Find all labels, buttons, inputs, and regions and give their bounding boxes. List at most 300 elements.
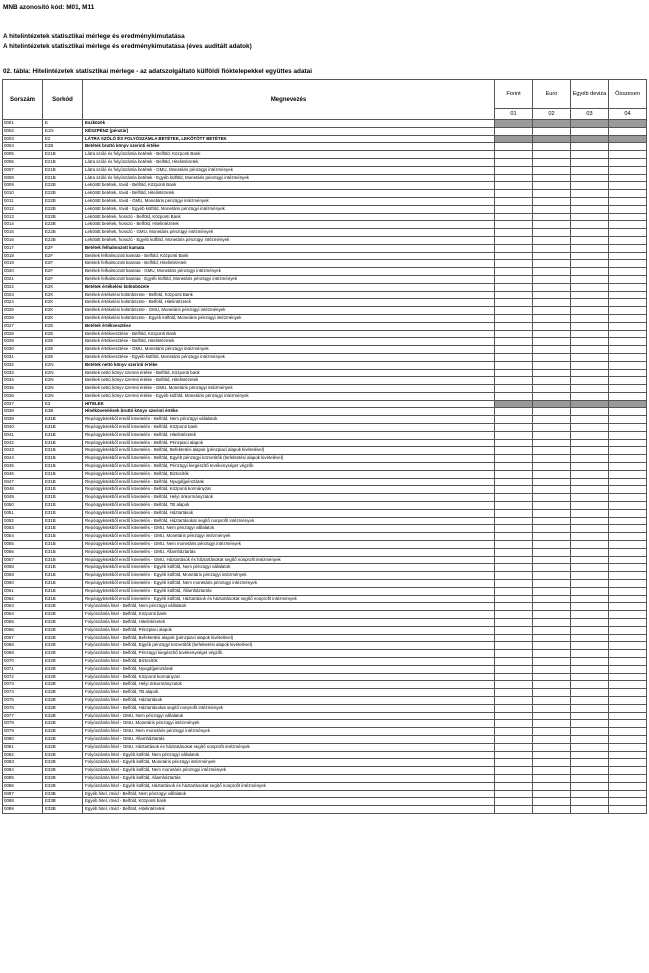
row-sorszam: 0012: [3, 205, 43, 213]
row-megnevezes: Repóügyletekből eredő követelés - Belföld, Biztosítók: [83, 470, 495, 478]
row-megnevezes: Betétek értékelési különbözete - Belföld, Központi Bank: [83, 291, 495, 299]
table-row: [3, 260, 647, 268]
report-title: A hitelintézetek statisztikai mérlege és eredménykimutatása: [3, 33, 185, 40]
row-sorszam: 0002: [3, 127, 43, 135]
cell-forint: [495, 634, 533, 642]
cell-forint: [495, 283, 533, 291]
table-row: [3, 408, 647, 416]
table-row: [3, 626, 647, 634]
cell-osszesen: [609, 564, 647, 572]
balance-sheet-table: [2, 79, 647, 814]
cell-forint: [495, 720, 533, 728]
row-sorkod: E33B: [43, 790, 83, 798]
cell-osszesen: [609, 619, 647, 627]
cell-euro: [533, 626, 571, 634]
cell-egyeb-deviza: [571, 447, 609, 455]
cell-egyeb-deviza: [571, 798, 609, 806]
cell-osszesen: [609, 400, 647, 408]
cell-forint: [495, 361, 533, 369]
cell-osszesen: [609, 735, 647, 743]
row-sorkod: E32B: [43, 665, 83, 673]
row-sorszam: 0077: [3, 712, 43, 720]
table-row: [3, 517, 647, 525]
row-megnevezes: Repóügyletekből eredő követelés - Belföld, Nyugdíjpénztárak: [83, 478, 495, 486]
cell-forint: [495, 743, 533, 751]
cell-forint: [495, 502, 533, 510]
cell-osszesen: [609, 470, 647, 478]
cell-osszesen: [609, 689, 647, 697]
row-megnevezes: Betétek értékvesztése - GMU, Monetáris pénzügyi intézmények: [83, 346, 495, 354]
cell-euro: [533, 798, 571, 806]
row-megnevezes: Egyéb hitel, rövid - Belföld, Nem pénzügyi vállalatok: [83, 790, 495, 798]
cell-euro: [533, 790, 571, 798]
row-megnevezes: LÁTRA SZÓLÓ ÉS FOLYÓSZÁMLA BETÉTEK, LEKÖTÖTT BETÉTEK: [83, 135, 495, 143]
table-row: [3, 221, 647, 229]
row-megnevezes: Lekötött betétek, rövid - Belföld, Központi Bank: [83, 182, 495, 190]
row-sorkod: E32B: [43, 634, 83, 642]
table-row: [3, 205, 647, 213]
row-sorszam: 0039: [3, 416, 43, 424]
row-sorszam: 0034: [3, 377, 43, 385]
row-sorkod: E22B: [43, 190, 83, 198]
row-sorszam: 0086: [3, 782, 43, 790]
row-megnevezes: Repóügyletekből eredő követelés - Egyéb külföld, Nem pénzügyi vállalatok: [83, 564, 495, 572]
row-megnevezes: Betétek értékvesztése - Belföld, Hitelintézetek: [83, 338, 495, 346]
cell-euro: [533, 782, 571, 790]
row-megnevezes: Repóügyletekből eredő követelés - Egyéb külföld, Monetáris pénzügyi intézmények: [83, 572, 495, 580]
row-megnevezes: Folyószámla hitel - GMU, Államháztartás: [83, 735, 495, 743]
row-sorkod: E32B: [43, 611, 83, 619]
table-row: [3, 307, 647, 315]
row-sorszam: 0015: [3, 229, 43, 237]
cell-egyeb-deviza: [571, 314, 609, 322]
col-code-02: 02: [533, 109, 571, 120]
row-sorkod: E3B: [43, 408, 83, 416]
row-sorkod: E2N: [43, 385, 83, 393]
cell-euro: [533, 190, 571, 198]
cell-egyeb-deviza: [571, 268, 609, 276]
cell-euro: [533, 603, 571, 611]
cell-euro: [533, 416, 571, 424]
row-megnevezes: Lekötött betétek, hosszú - GMU, Monetáris pénzügyi intézmények: [83, 229, 495, 237]
table-row: [3, 798, 647, 806]
cell-egyeb-deviza: [571, 416, 609, 424]
cell-egyeb-deviza: [571, 408, 609, 416]
cell-egyeb-deviza: [571, 782, 609, 790]
row-sorkod: E2F: [43, 244, 83, 252]
cell-forint: [495, 205, 533, 213]
cell-egyeb-deviza: [571, 634, 609, 642]
row-sorszam: 0008: [3, 174, 43, 182]
table-row: [3, 182, 647, 190]
table-row: [3, 657, 647, 665]
row-sorkod: E31B: [43, 564, 83, 572]
row-sorkod: E31B: [43, 572, 83, 580]
cell-forint: [495, 291, 533, 299]
cell-egyeb-deviza: [571, 182, 609, 190]
row-sorkod: E2N: [43, 377, 83, 385]
table-row: [3, 720, 647, 728]
row-sorkod: E22B: [43, 205, 83, 213]
cell-forint: [495, 322, 533, 330]
row-megnevezes: Folyószámla hitel - Egyéb külföld, Monetáris pénzügyi intézmények: [83, 759, 495, 767]
cell-forint: [495, 657, 533, 665]
cell-osszesen: [609, 174, 647, 182]
row-sorszam: 0011: [3, 197, 43, 205]
row-sorszam: 0085: [3, 774, 43, 782]
row-megnevezes: Betétek felhalmozott kamata - Egyéb külföld, Monetáris pénzügyi intézmények: [83, 275, 495, 283]
cell-euro: [533, 182, 571, 190]
row-sorszam: 0001: [3, 120, 43, 128]
cell-forint: [495, 268, 533, 276]
cell-euro: [533, 743, 571, 751]
cell-osszesen: [609, 143, 647, 151]
cell-forint: [495, 416, 533, 424]
row-sorszam: 0081: [3, 743, 43, 751]
cell-forint: [495, 681, 533, 689]
row-sorszam: 0044: [3, 455, 43, 463]
cell-forint: [495, 673, 533, 681]
row-megnevezes: Betétek értékelési különbözete - GMU, Monetáris pénzügyi intézmények: [83, 307, 495, 315]
cell-egyeb-deviza: [571, 720, 609, 728]
table-row: [3, 751, 647, 759]
cell-osszesen: [609, 728, 647, 736]
cell-forint: [495, 509, 533, 517]
table-row: [3, 681, 647, 689]
row-megnevezes: Lekötött betétek, rövid - Belföld, Hitelintézetek: [83, 190, 495, 198]
table-row: [3, 595, 647, 603]
cell-egyeb-deviza: [571, 650, 609, 658]
cell-euro: [533, 548, 571, 556]
cell-forint: [495, 689, 533, 697]
cell-egyeb-deviza: [571, 346, 609, 354]
row-sorkod: E3: [43, 400, 83, 408]
row-sorszam: 0045: [3, 463, 43, 471]
row-sorkod: E31B: [43, 502, 83, 510]
row-sorszam: 0009: [3, 182, 43, 190]
row-sorszam: 0046: [3, 470, 43, 478]
cell-osszesen: [609, 502, 647, 510]
row-sorkod: E32B: [43, 603, 83, 611]
cell-euro: [533, 283, 571, 291]
cell-euro: [533, 556, 571, 564]
cell-osszesen: [609, 759, 647, 767]
row-sorszam: 0054: [3, 533, 43, 541]
row-sorkod: E31B: [43, 517, 83, 525]
row-megnevezes: Repóügyletekből eredő követelés - GMU, Nem pénzügyi vállalatok: [83, 525, 495, 533]
row-megnevezes: Lekötött betétek, hosszú - Belföld, Központi Bank: [83, 213, 495, 221]
table-row: [3, 229, 647, 237]
cell-osszesen: [609, 182, 647, 190]
row-megnevezes: Lekötött betétek, rövid - Egyéb külföld, Monetáris pénzügyi intézmények: [83, 205, 495, 213]
cell-euro: [533, 735, 571, 743]
row-sorkod: E2N: [43, 361, 83, 369]
row-megnevezes: Repóügyletekből eredő követelés - GMU, Monetáris pénzügyi intézmények: [83, 533, 495, 541]
cell-egyeb-deviza: [571, 275, 609, 283]
row-sorkod: E2F: [43, 275, 83, 283]
cell-osszesen: [609, 151, 647, 159]
cell-forint: [495, 626, 533, 634]
cell-egyeb-deviza: [571, 463, 609, 471]
cell-osszesen: [609, 338, 647, 346]
cell-forint: [495, 143, 533, 151]
cell-euro: [533, 580, 571, 588]
row-sorszam: 0067: [3, 634, 43, 642]
row-sorszam: 0065: [3, 619, 43, 627]
table-row: [3, 463, 647, 471]
cell-forint: [495, 424, 533, 432]
cell-euro: [533, 642, 571, 650]
row-megnevezes: Betétek értékelési különbözete - Egyéb külföld, Monetáris pénzügyi intézmények: [83, 314, 495, 322]
cell-osszesen: [609, 283, 647, 291]
cell-euro: [533, 463, 571, 471]
cell-osszesen: [609, 798, 647, 806]
table-row: [3, 416, 647, 424]
row-sorkod: E: [43, 120, 83, 128]
cell-egyeb-deviza: [571, 619, 609, 627]
table-row: [3, 767, 647, 775]
cell-osszesen: [609, 572, 647, 580]
cell-forint: [495, 392, 533, 400]
table-row: [3, 572, 647, 580]
cell-forint: [495, 166, 533, 174]
table-row: [3, 548, 647, 556]
row-sorszam: 0050: [3, 502, 43, 510]
row-megnevezes: Repóügyletekből eredő követelés - Belföld, Nem pénzügyi vállalatok: [83, 416, 495, 424]
table-row: [3, 127, 647, 135]
table-row: [3, 486, 647, 494]
row-sorszam: 0032: [3, 361, 43, 369]
cell-osszesen: [609, 392, 647, 400]
cell-forint: [495, 580, 533, 588]
row-megnevezes: Folyószámla hitel - GMU, Nem monetáris pénzügyi intézmények: [83, 728, 495, 736]
row-sorkod: E2E: [43, 330, 83, 338]
cell-egyeb-deviza: [571, 728, 609, 736]
table-row: [3, 447, 647, 455]
cell-euro: [533, 158, 571, 166]
row-sorkod: E31B: [43, 470, 83, 478]
cell-osszesen: [609, 533, 647, 541]
cell-osszesen: [609, 673, 647, 681]
row-megnevezes: Folyószámla hitel - Egyéb külföld, Államháztartás: [83, 774, 495, 782]
cell-egyeb-deviza: [571, 712, 609, 720]
row-sorszam: 0026: [3, 314, 43, 322]
row-sorkod: E2E: [43, 353, 83, 361]
table-row: [3, 322, 647, 330]
row-sorszam: 0006: [3, 158, 43, 166]
cell-forint: [495, 439, 533, 447]
cell-forint: [495, 494, 533, 502]
cell-osszesen: [609, 720, 647, 728]
row-sorszam: 0041: [3, 431, 43, 439]
cell-euro: [533, 525, 571, 533]
table-row: [3, 353, 647, 361]
table-row: [3, 330, 647, 338]
row-megnevezes: Egyéb hitel, rövid - Belföld, Központi bank: [83, 798, 495, 806]
row-sorkod: E32B: [43, 728, 83, 736]
row-sorkod: E2E: [43, 346, 83, 354]
cell-osszesen: [609, 634, 647, 642]
cell-osszesen: [609, 657, 647, 665]
mnb-code: MNB azonosító kód: M01, M11: [3, 4, 95, 11]
row-sorszam: 0056: [3, 548, 43, 556]
cell-egyeb-deviza: [571, 330, 609, 338]
row-megnevezes: Folyószámla hitel - Belföld, Helyi önkormányzatok: [83, 681, 495, 689]
row-sorszam: 0029: [3, 338, 43, 346]
row-sorszam: 0048: [3, 486, 43, 494]
row-sorszam: 0059: [3, 572, 43, 580]
row-sorszam: 0055: [3, 541, 43, 549]
row-sorkod: E32B: [43, 751, 83, 759]
row-sorkod: E22B: [43, 182, 83, 190]
row-sorszam: 0037: [3, 400, 43, 408]
cell-osszesen: [609, 190, 647, 198]
cell-euro: [533, 353, 571, 361]
row-megnevezes: Betétek nettó könyv szerinti értéke - Egyéb külföld, Monetáris pénzügyi intézmények: [83, 392, 495, 400]
cell-egyeb-deviza: [571, 174, 609, 182]
cell-egyeb-deviza: [571, 517, 609, 525]
table-row: [3, 197, 647, 205]
table-row: [3, 346, 647, 354]
row-megnevezes: Betétek felhalmozott kamata - Belföld, Központi Bank: [83, 252, 495, 260]
cell-osszesen: [609, 681, 647, 689]
cell-egyeb-deviza: [571, 213, 609, 221]
cell-forint: [495, 541, 533, 549]
cell-euro: [533, 346, 571, 354]
table-row: [3, 455, 647, 463]
cell-egyeb-deviza: [571, 127, 609, 135]
row-megnevezes: Látra szóló és folyószámla betétek - Belföld, Hitelintézetek: [83, 158, 495, 166]
cell-forint: [495, 260, 533, 268]
cell-egyeb-deviza: [571, 229, 609, 237]
cell-osszesen: [609, 260, 647, 268]
cell-osszesen: [609, 696, 647, 704]
table-row: [3, 158, 647, 166]
cell-euro: [533, 712, 571, 720]
row-megnevezes: Repóügyletekből eredő követelés - Belföld, TB alapok: [83, 502, 495, 510]
row-sorkod: E31B: [43, 478, 83, 486]
cell-egyeb-deviza: [571, 494, 609, 502]
cell-euro: [533, 681, 571, 689]
table-row: [3, 424, 647, 432]
cell-egyeb-deviza: [571, 603, 609, 611]
cell-euro: [533, 322, 571, 330]
cell-osszesen: [609, 525, 647, 533]
row-megnevezes: Folyószámla hitel - Egyéb külföld, Háztartások és háztartásokat segítő nonprofit intézmények: [83, 782, 495, 790]
row-sorkod: E31B: [43, 424, 83, 432]
row-megnevezes: Repóügyletekből eredő követelés - Belföld, Háztartások: [83, 509, 495, 517]
cell-osszesen: [609, 541, 647, 549]
row-megnevezes: Betétek nettó könyv szerinti értéke - GMU, Monetáris pénzügyi intézmények: [83, 385, 495, 393]
cell-osszesen: [609, 197, 647, 205]
cell-forint: [495, 330, 533, 338]
cell-euro: [533, 673, 571, 681]
cell-forint: [495, 704, 533, 712]
row-megnevezes: Látra szóló és folyószámla betétek - GMU, Monetáris pénzügyi intézmények: [83, 166, 495, 174]
table-row: [3, 400, 647, 408]
cell-euro: [533, 533, 571, 541]
row-megnevezes: Folyószámla hitel - Belföld, Hitelintézetek: [83, 619, 495, 627]
cell-euro: [533, 774, 571, 782]
table-row: [3, 743, 647, 751]
row-sorkod: E2K: [43, 291, 83, 299]
cell-egyeb-deviza: [571, 564, 609, 572]
cell-forint: [495, 174, 533, 182]
cell-osszesen: [609, 408, 647, 416]
row-sorkod: E31B: [43, 447, 83, 455]
cell-egyeb-deviza: [571, 424, 609, 432]
cell-forint: [495, 182, 533, 190]
col-header-forint: Forint: [495, 80, 533, 109]
cell-egyeb-deviza: [571, 790, 609, 798]
row-sorszam: 0028: [3, 330, 43, 338]
cell-forint: [495, 314, 533, 322]
row-sorkod: E21B: [43, 151, 83, 159]
row-sorkod: E2: [43, 135, 83, 143]
cell-egyeb-deviza: [571, 657, 609, 665]
row-sorkod: E33B: [43, 806, 83, 814]
cell-forint: [495, 782, 533, 790]
cell-osszesen: [609, 455, 647, 463]
cell-egyeb-deviza: [571, 681, 609, 689]
cell-egyeb-deviza: [571, 221, 609, 229]
row-sorkod: E21B: [43, 174, 83, 182]
cell-euro: [533, 314, 571, 322]
row-megnevezes: Betétek nettó könyv szerinti értéke: [83, 361, 495, 369]
cell-osszesen: [609, 580, 647, 588]
row-sorkod: E32B: [43, 650, 83, 658]
row-sorszam: 0088: [3, 798, 43, 806]
cell-egyeb-deviza: [571, 509, 609, 517]
row-megnevezes: Folyószámla hitel - Belföld, Pénzpiaci alapok: [83, 626, 495, 634]
cell-euro: [533, 244, 571, 252]
row-sorszam: 0068: [3, 642, 43, 650]
row-sorszam: 0040: [3, 424, 43, 432]
table-row: [3, 478, 647, 486]
cell-osszesen: [609, 626, 647, 634]
cell-forint: [495, 587, 533, 595]
row-sorszam: 0010: [3, 190, 43, 198]
table-row: [3, 268, 647, 276]
row-megnevezes: Látra szóló és folyószámla betétek - Egyéb külföld, Monetáris pénzügyi intézmények: [83, 174, 495, 182]
cell-osszesen: [609, 416, 647, 424]
table-row: [3, 556, 647, 564]
row-megnevezes: Folyószámla hitel - Belföld, Központi kormányzat: [83, 673, 495, 681]
row-sorkod: E32B: [43, 712, 83, 720]
row-sorkod: E31B: [43, 486, 83, 494]
row-sorszam: 0030: [3, 346, 43, 354]
cell-egyeb-deviza: [571, 166, 609, 174]
row-megnevezes: Repóügyletekből eredő követelés - GMU, Nem monetáris pénzügyi intézmények: [83, 541, 495, 549]
row-sorkod: E31B: [43, 431, 83, 439]
cell-osszesen: [609, 330, 647, 338]
cell-egyeb-deviza: [571, 548, 609, 556]
row-sorszam: 0005: [3, 151, 43, 159]
table-row: [3, 611, 647, 619]
row-megnevezes: Betétek értékvesztése: [83, 322, 495, 330]
row-megnevezes: Folyószámla hitel - Egyéb külföld, Nem monetáris pénzügyi intézmények: [83, 767, 495, 775]
cell-forint: [495, 619, 533, 627]
cell-osszesen: [609, 447, 647, 455]
row-sorszam: 0019: [3, 260, 43, 268]
cell-osszesen: [609, 774, 647, 782]
cell-egyeb-deviza: [571, 673, 609, 681]
table-row: [3, 213, 647, 221]
row-megnevezes: Repóügyletekből eredő követelés - Belföld, Egyéb pénzügyi közvetítők (befektetési alapok kivételével): [83, 455, 495, 463]
table-row: [3, 533, 647, 541]
cell-forint: [495, 556, 533, 564]
row-sorkod: E32B: [43, 743, 83, 751]
